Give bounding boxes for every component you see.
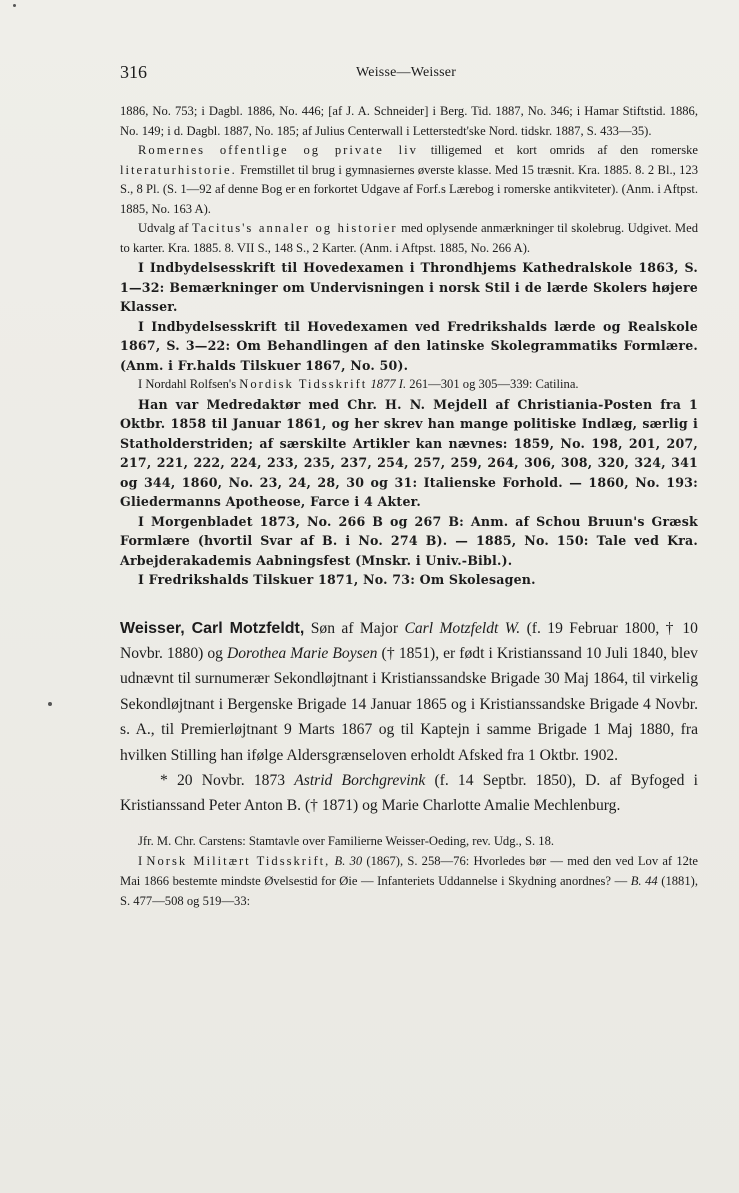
text-run: * 20 Novbr. 1873 <box>160 771 295 789</box>
wife-name: Astrid Borchgrevink <box>294 771 426 789</box>
text-run: (1867), S. 258—76: Hvorledes bør — med den ved Lov af 12te Mai 1866 bestemte mindste Øvelsestid for Øie — Infanteriets Uddannelse i Skydning anordnes? — <box>120 853 699 888</box>
volume-ref: B. 44 <box>630 873 658 888</box>
text-run: Fremstillet til brug i gymnasiernes øverste klasse. Med 15 træsnit. Kra. 1885. 8. 2 Bl., 123 S., 8 Pl. (S. 1—92 af denne Bog er en forkortet Udgave af Forf.s Lærebog i romerske antikviteter). (Anm. i Aftpst. 1885, No. 163 A). <box>120 162 698 216</box>
blackletter-paragraph: I Fredrikshalds Tilskuer 1871, No. 73: Om Skolesagen. <box>138 572 536 587</box>
volume-ref: 1877 I. <box>367 377 407 391</box>
text-run: med oplysende anmærkninger til skolebrug. Udgivet. Med to karter. Kra. 1885. 8. VII S., 148 S., 2 Karter. (Anm. i Aftpst. 1885, No. 266 A). <box>120 221 699 255</box>
spaced-title: Romernes offentlige og private liv <box>138 143 418 157</box>
page-body <box>120 102 698 911</box>
text-run: 261—301 og 305—339: Catilina. <box>406 377 579 391</box>
text-run: (f. 19 Februar 1800, † 10 Novbr. 1880) og <box>120 619 698 662</box>
father-name: Carl Motzfeldt W. <box>404 619 521 637</box>
page-header <box>120 60 700 90</box>
text-run: (f. 14 Septbr. 1850), D. af Byfoged i Kristianssand Peter Anton B. († 1871) og Marie Charlotte Amalie Mechlenburg. <box>120 771 699 815</box>
reference-line: Jfr. M. Chr. Carstens: Stamtavle over Familierne Weisser-Oeding, rev. Udg., S. 18. <box>138 833 555 848</box>
biography-entry <box>120 616 698 819</box>
blackletter-paragraph: I Indbydelsesskrift til Hovedexamen i Throndhjems Kathedralskole 1863, S. 1—32: Bemærkninger om Undervisningen i norsk Stil i de lærde Skolers højere Klasser. <box>120 260 698 314</box>
spaced-title: Nordisk Tidsskrift <box>239 377 368 391</box>
biography-paragraph <box>120 616 698 768</box>
marriage-paragraph <box>120 768 698 819</box>
spaced-title: Tacitus's annaler og historier <box>191 221 398 235</box>
text-run: (1881), S. 477—508 og 519—33: <box>120 873 698 908</box>
blackletter-paragraph: I Indbydelsesskrift til Hovedexamen ved Fredrikshalds lærde og Realskole 1867, S. 3—22: Om Behandlingen af den latinske Skolegrammatiks Formlære. (Anm. i Fr.halds Tilskuer 1867, No. 50). <box>120 318 698 373</box>
text-run: tilligemed et kort omrids af den romerske <box>417 143 698 157</box>
blackletter-paragraph: I Morgenbladet 1873, No. 266 B og 267 B: Anm. af Schou Bruun's Græsk Formlære (hvortil Svar af B. i No. 274 B). — 1885, No. 150: Tale ved Kra. Arbejderakademis Aabningsfest (Mnskr. i Univ.-Bibl.). <box>120 513 698 568</box>
references <box>120 831 698 911</box>
spaced-title: Norsk Militært Tidsskrift, <box>146 853 331 868</box>
reference-line <box>120 851 698 911</box>
text-run: I Nordahl Rolfsen's <box>138 377 240 391</box>
paper-speck <box>13 4 16 7</box>
bibliography-paragraph <box>120 375 698 395</box>
volume-ref: B. 30 <box>330 853 363 868</box>
text-run: Udvalg af <box>138 221 192 235</box>
text-run: Søn af Major <box>304 619 405 637</box>
bibliography-paragraph <box>120 141 698 219</box>
paper-speck <box>48 702 52 706</box>
running-head: Weisse—Weisser <box>356 65 457 80</box>
preceding-entry <box>120 102 698 590</box>
text-run: I <box>138 853 147 868</box>
text-run: († 1851), er født i Kristianssand 10 Juli 1840, blev udnævnt til surnumerær Sekondløjtnant i Kristianssandske Brigade 30 Maj 1864, til virkelig Sekondløjtnant i Bergenske Brigade 14 Januar 1865 og i Kristianssandske Brigade 4 Novbr. s. A., til Premierløjtnant 9 Marts 1867 og til Kaptejn i samme Brigade 1 Maj 1880, fra hvilken Stilling han ifølge Aldersgrænseloven erholdt Afsked fra 1 Oktbr. 1902. <box>120 644 698 764</box>
bibliography-paragraph <box>120 219 698 258</box>
bibliography-paragraph: 1886, No. 753; i Dagbl. 1886, No. 446; [af J. A. Schneider] i Berg. Tid. 1887, No. 346; i Hamar Stiftstid. 1886, No. 149; i d. Dagbl. 1887, No. 185; af Julius Centerwall i Letterstedt'ske Nord. tidskr. 1887, S. 433—35). <box>120 104 698 138</box>
spaced-title: literaturhistorie. <box>120 162 237 177</box>
page-number: 316 <box>120 62 147 82</box>
blackletter-paragraph: Han var Medredaktør med Chr. H. N. Mejdell af Christiania-Posten fra 1 Oktbr. 1858 til Januar 1861, og her skrev han mange politiske Indlæg, særlig i Statholderstriden; af særskilte Artikler kan nævnes: 1859, No. 198, 201, 207, 217, 221, 222, 224, 233, 235, 237, 254, 257, 259, 264, 306, 308, 320, 324, 341 og 344, 1860, No. 23, 24, 28, 30 og 31: Italienske Forhold. — 1860, No. 193: Gliedermanns Apotheose, Farce i 4 Akter. <box>120 396 698 509</box>
mother-name: Dorothea Marie Boysen <box>227 644 378 662</box>
entry-headword: Weisser, Carl Motzfeldt, <box>120 619 305 637</box>
